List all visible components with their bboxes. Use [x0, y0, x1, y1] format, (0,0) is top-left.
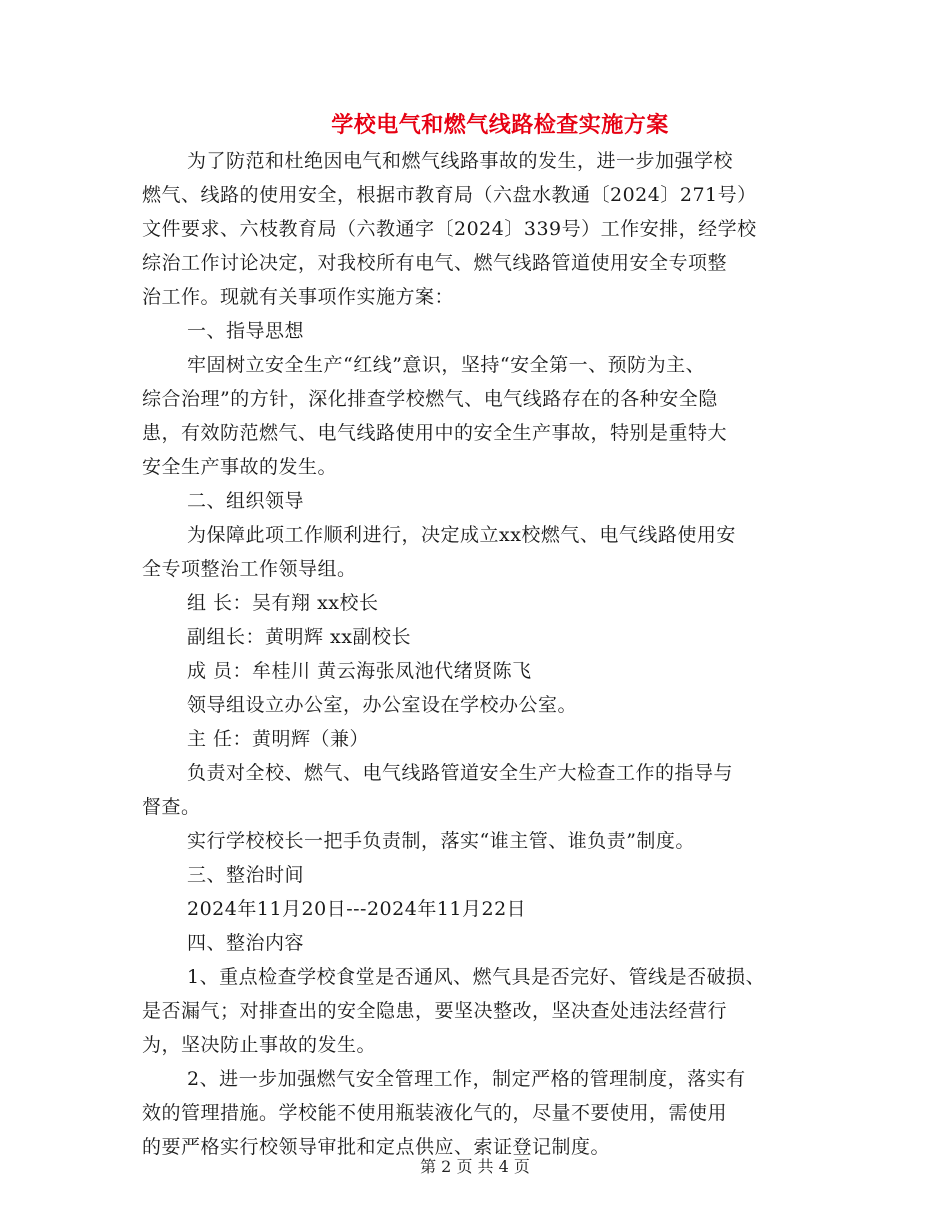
document-title: 学校电气和燃气线路检查实施方案 — [331, 112, 669, 138]
paragraph-line: 效的管理措施。学校能不使用瓶装液化气的，尽量不要使用，需使用 — [142, 1102, 728, 1124]
paragraph-line: 领导组设立办公室，办公室设在学校办公室。 — [187, 694, 578, 716]
paragraph-line: 为，坚决防止事故的发生。 — [142, 1034, 377, 1056]
director-line: 主 任：黄明辉（兼） — [187, 728, 370, 750]
paragraph-line: 全专项整治工作领导组。 — [142, 558, 357, 580]
section-heading: 三、整治时间 — [187, 864, 305, 886]
paragraph-line: 的要严格实行校领导审批和定点供应、索证登记制度。 — [142, 1136, 611, 1158]
paragraph-line: 治工作。现就有关事项作实施方案： — [142, 286, 455, 308]
paragraph-line: 为保障此项工作顺利进行，决定成立xx校燃气、电气线路使用安 — [187, 524, 736, 546]
paragraph-line: 2、进一步加强燃气安全管理工作，制定严格的管理制度，落实有 — [187, 1068, 746, 1090]
paragraph-line: 燃气、线路的使用安全，根据市教育局（六盘水教通〔2024〕271号） — [142, 184, 757, 206]
section-heading: 一、指导思想 — [187, 320, 305, 342]
paragraph-line: 牢固树立安全生产“红线”意识，坚持“安全第一、预防为主、 — [187, 354, 706, 376]
paragraph-line: 患，有效防范燃气、电气线路使用中的安全生产事故，特别是重特大 — [142, 422, 728, 444]
section-heading: 二、组织领导 — [187, 490, 305, 512]
paragraph-line: 综合治理”的方针，深化排查学校燃气、电气线路存在的各种安全隐 — [142, 388, 718, 410]
date-range-line: 2024年11月20日---2024年11月22日 — [187, 898, 527, 920]
paragraph-line: 文件要求、六枝教育局（六教通字〔2024〕339号）工作安排，经学校 — [142, 218, 757, 240]
paragraph-line: 为了防范和杜绝因电气和燃气线路事故的发生，进一步加强学校 — [187, 150, 734, 172]
document-body — [142, 144, 812, 1164]
leader-line: 组 长：吴有翔 xx校长 — [187, 592, 379, 614]
deputy-leader-line: 副组长：黄明辉 xx副校长 — [187, 626, 411, 648]
paragraph-line: 督查。 — [142, 796, 201, 818]
paragraph-line: 实行学校校长一把手负责制，落实“谁主管、谁负责”制度。 — [187, 830, 695, 852]
paragraph-line: 安全生产事故的发生。 — [142, 456, 338, 478]
paragraph-line: 综治工作讨论决定，对我校所有电气、燃气线路管道使用安全专项整 — [142, 252, 728, 274]
paragraph-line: 是否漏气；对排查出的安全隐患，要坚决整改，坚决查处违法经营行 — [142, 1000, 728, 1022]
page-footer: 第 2 页 共 4 页 — [420, 1157, 530, 1176]
members-line: 成 员：牟桂川 黄云海张凤池代绪贤陈飞 — [187, 660, 532, 682]
section-heading: 四、整治内容 — [187, 932, 305, 954]
paragraph-line: 负责对全校、燃气、电气线路管道安全生产大检查工作的指导与 — [187, 762, 734, 784]
paragraph-line: 1、重点检查学校食堂是否通风、燃气具是否完好、管线是否破损、 — [187, 966, 766, 988]
